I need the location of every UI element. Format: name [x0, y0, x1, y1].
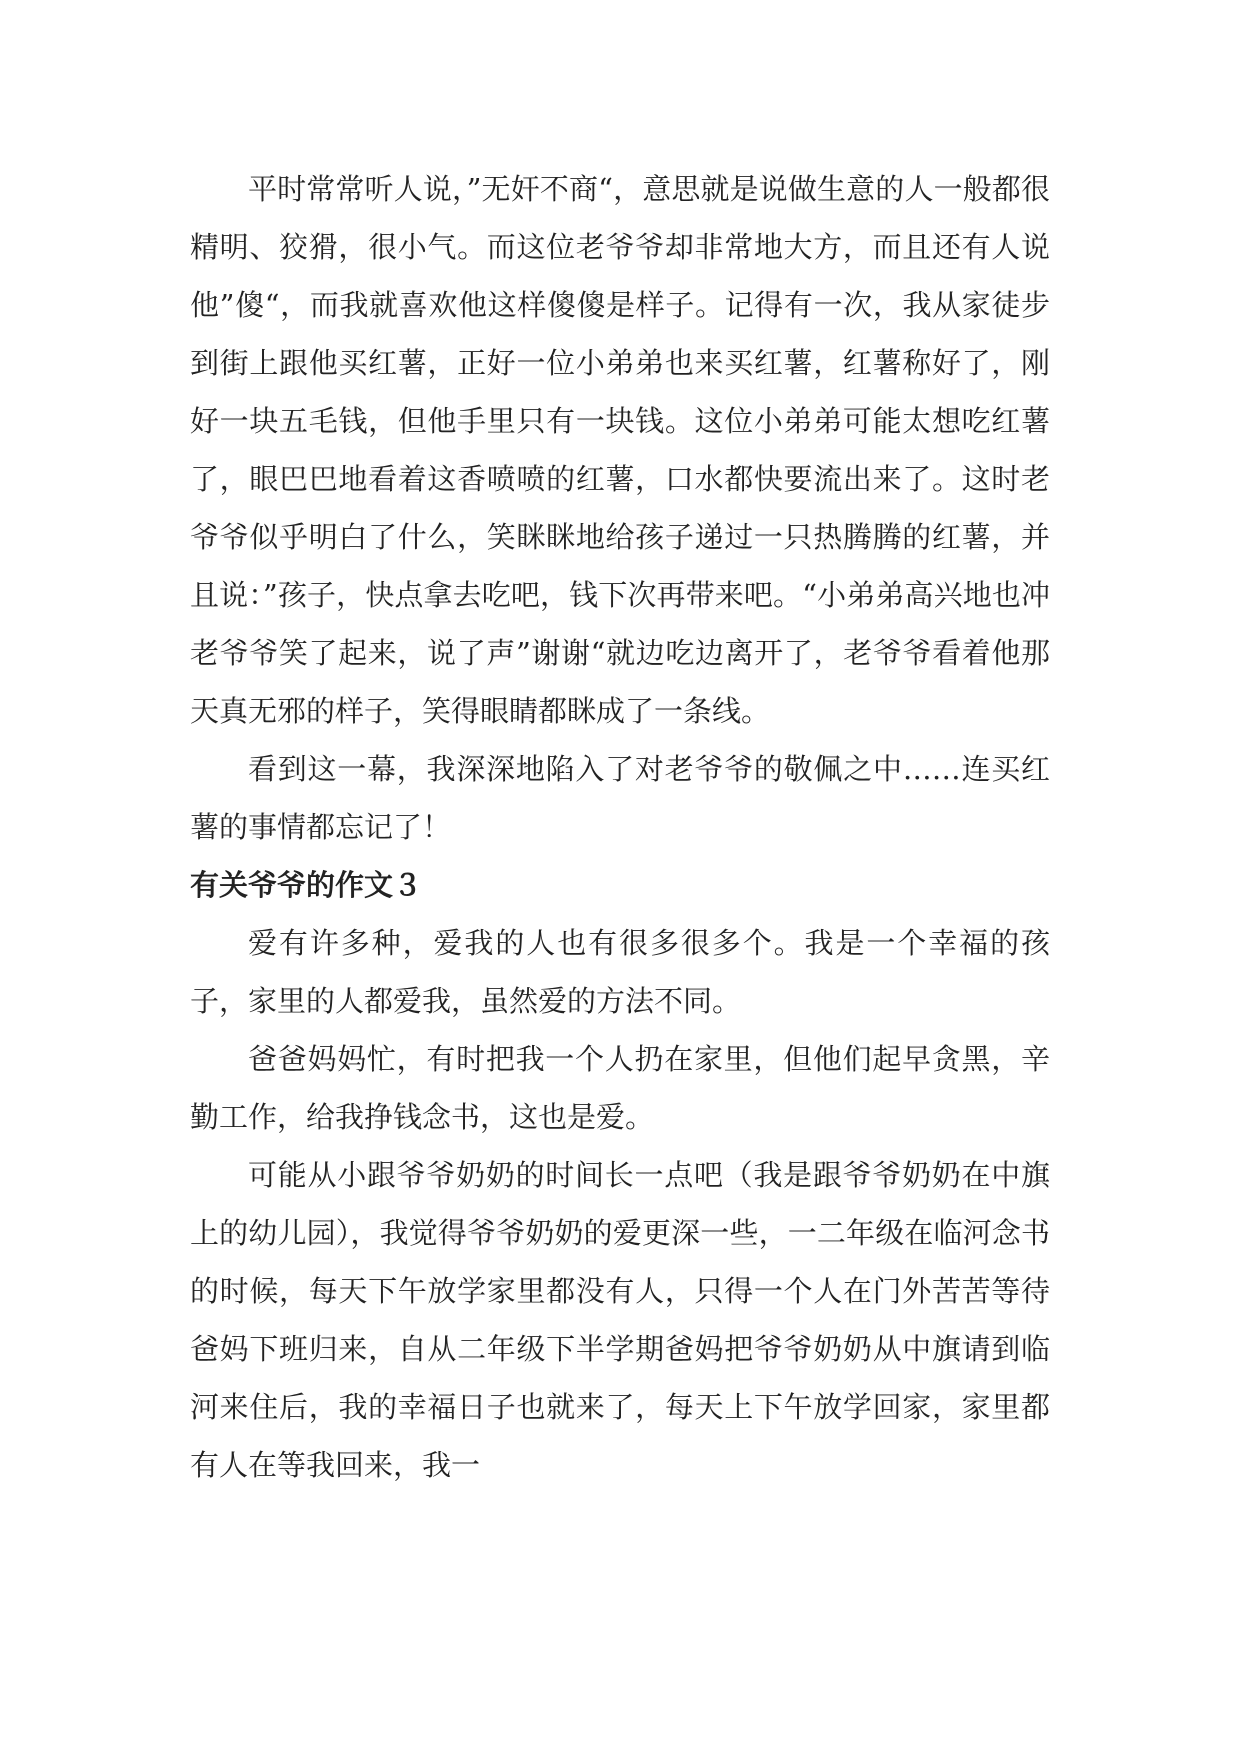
document-body — [190, 160, 1050, 1494]
paragraph-love-kinds: 爱有许多种，爱我的人也有很多很多个。我是一个幸福的孩子，家里的人都爱我，虽然爱的方法不同。 — [190, 926, 1050, 1018]
paragraph-parents-busy: 爸爸妈妈忙，有时把我一个人扔在家里，但他们起早贪黑，辛勤工作，给我挣钱念书，这也是爱。 — [190, 1042, 1050, 1134]
section-title: 有关爷爷的作文３ — [190, 868, 423, 902]
paragraph-grandparents: 可能从小跟爷爷奶奶的时间长一点吧（我是跟爷爷奶奶在中旗上的幼儿园），我觉得爷爷奶奶的爱更深一些，一二年级在临河念书的时候，每天下午放学家里都没有人，只得一个人在门外苦苦等待爸妈下班归来，自从二年级下半学期爸妈把爷爷奶奶从中旗请到临河来住后，我的幸福日子也就来了，每天上下午放学回家，家里都有人在等我回来，我一 — [190, 1158, 1050, 1482]
paragraph-admiration: 看到这一幕，我深深地陷入了对老爷爷的敬佩之中……连买红薯的事情都忘记了！ — [190, 752, 1050, 844]
paragraph-grandpa-seller: 平时常常听人说，”无奸不商“，意思就是说做生意的人一般都很精明、狡猾，很小气。而这位老爷爷却非常地大方，而且还有人说他”傻“，而我就喜欢他这样傻傻是样子。记得有一次，我从家徒步到街上跟他买红薯，正好一位小弟弟也来买红薯，红薯称好了，刚好一块五毛钱，但他手里只有一块钱。这位小弟弟可能太想吃红薯了，眼巴巴地看着这香喷喷的红薯，口水都快要流出来了。这时老爷爷似乎明白了什么，笑眯眯地给孩子递过一只热腾腾的红薯，并且说：”孩子，快点拿去吃吧，钱下次再带来吧。“小弟弟高兴地也冲老爷爷笑了起来，说了声”谢谢“就边吃边离开了，老爷爷看着他那天真无邪的样子，笑得眼睛都眯成了一条线。 — [190, 172, 1050, 728]
